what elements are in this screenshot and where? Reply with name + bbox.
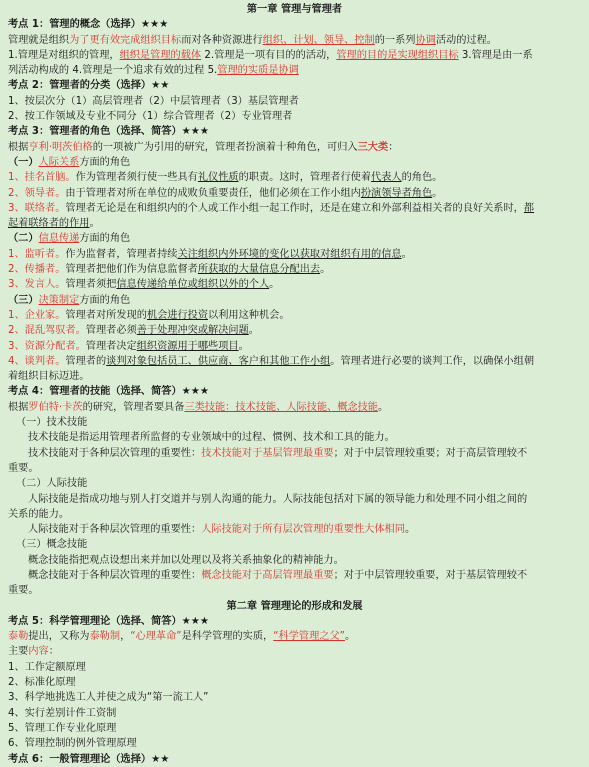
role-2: 2、领导者。由于管理者对所在单位的成败负重要责任，他们必须在工作小组内扮演领导者角色。	[8, 187, 443, 199]
point-6-title: 考点 6：一般管理理论（选择）★★	[8, 753, 170, 765]
role-group-3-heading: （三）决策制定方面的角色	[8, 294, 131, 306]
chapter-1-title: 第一章 管理与管理者	[246, 4, 343, 15]
point-3-intro: 根据亨利·明茨伯格的一项被广为引用的研究，管理者扮演着十种角色，可归入三大类：	[8, 141, 399, 153]
role-3-line-2: 起着联络者的作用。	[8, 218, 100, 230]
list-item: 3、科学地挑选工人并使之成为“第一流工人”	[8, 692, 209, 704]
point-1-definition: 管理就是组织为了更有效完成组织目标而对各种资源进行组织、计划、领导、控制的一系列协调活动的过程。	[8, 34, 497, 46]
role-6: 3、发言人。管理者须把信息传递给单位或组织以外的个人。	[8, 279, 280, 291]
skill-1-heading: （一）技术技能	[16, 417, 88, 429]
point-1-features-line-1: 1.管理是对组织的管理，组织是管理的载体 2.管理是一项有目的的活动，管理的目的是实现组织目标 3.管理是由一系	[8, 49, 533, 61]
role-3-line-1: 3、联络者。管理者无论是在和组织内的个人或工作小组一起工作时，还是在建立和外部利益相关者的良好关系时，都	[8, 202, 535, 214]
skill-2-importance: 人际技能对于各种层次管理的重要性：人际技能对于所有层次管理的重要性大体相同。	[28, 524, 416, 536]
list-item: 1、工作定额原理	[8, 661, 86, 673]
point-3-title: 考点 3：管理者的角色（选择、简答）★★★	[8, 126, 210, 138]
point-5-content-heading: 主要内容：	[8, 646, 59, 658]
role-10-line-2: 着组织目标迈进。	[8, 371, 90, 383]
list-item: 2、标准化原理	[8, 677, 76, 689]
role-5: 2、传播者。管理者把他们作为信息监督者所获取的大量信息分配出去。	[8, 264, 331, 276]
point-4-title: 考点 4：管理者的技能（选择、简答）★★★	[8, 386, 210, 398]
skill-1-importance-line-2: 重要。	[8, 462, 39, 474]
role-4: 1、监听者。作为监督者，管理者持续关注组织内外环境的变化以获取对组织有用的信息。	[8, 248, 412, 260]
skill-2-definition-line-1: 人际技能是指成功地与别人打交道并与别人沟通的能力。人际技能包括对下属的领导能力和处理不同小组之间的	[28, 493, 528, 505]
point-1-title: 考点 1：管理的概念（选择）★★★	[8, 19, 169, 31]
skill-2-heading: （二）人际技能	[16, 478, 88, 490]
role-9: 3、资源分配者。管理者决定组织资源用于哪些项目。	[8, 340, 249, 352]
list-item: 4、实行差别计件工资制	[8, 707, 117, 719]
point-2-title: 考点 2：管理者的分类（选择）★★	[8, 80, 170, 92]
skill-2-definition-line-2: 关系的能力。	[8, 508, 70, 520]
skill-3-heading: （三）概念技能	[16, 539, 88, 551]
point-4-intro: 根据罗伯特·卡茨的研究，管理者要具备三类技能：技术技能、人际技能、概念技能。	[8, 401, 389, 413]
point-2-line-1: 1、按层次分（1）高层管理者（2）中层管理者（3）基层管理者	[8, 95, 299, 107]
role-8: 2、混乱驾驭者。管理者必须善于处理冲突或解决问题。	[8, 325, 259, 337]
point-5-title: 考点 5：科学管理理论（选择、简答）★★★	[8, 615, 210, 627]
role-group-2-heading: （二）信息传递方面的角色	[8, 233, 131, 245]
role-group-1-heading: （一）人际关系方面的角色	[8, 156, 131, 168]
skill-1-importance-line-1: 技术技能对于各种层次管理的重要性：技术技能对于基层管理最重要；对于中层管理较重要；对于高层管理较不	[28, 447, 528, 459]
skill-3-definition: 概念技能指把观点设想出来并加以处理以及将关系抽象化的精神能力。	[28, 554, 344, 566]
role-1: 1、挂名首脑。作为管理者须行使一些具有礼仪性质的职责。这时，管理者行使着代表人的角色。	[8, 172, 443, 184]
role-7: 1、企业家。管理者对所发现的机会进行投资以利用这种机会。	[8, 309, 290, 321]
role-10-line-1: 4、谈判者。管理者的谈判对象包括员工、供应商、客户和其他工作小组。管理者进行必要的谈判工作，以确保小组朝	[8, 355, 535, 367]
point-5-intro: 泰勒提出，又称为泰勒制，“心理革命”是科学管理的实质，“科学管理之父”。	[8, 631, 356, 643]
chapter-2-title: 第二章 管理理论的形成和发展	[226, 600, 363, 612]
point-1-features-line-2: 列活动构成的 4.管理是一个追求有效的过程 5.管理的实质是协调	[8, 65, 299, 77]
skill-1-definition: 技术技能是指运用管理者所监督的专业领域中的过程、惯例、技术和工具的能力。	[28, 432, 395, 444]
list-item: 6、管理控制的例外管理原理	[8, 738, 137, 750]
skill-3-importance-line-2: 重要。	[8, 585, 39, 597]
list-item: 5、管理工作专业化原理	[8, 722, 117, 734]
skill-3-importance-line-1: 概念技能对于各种层次管理的重要性：概念技能对于高层管理最重要；对于中层管理较重要，对于基层管理较不	[28, 569, 528, 581]
point-2-line-2: 2、按工作领域及专业不同分（1）综合管理者（2）专业管理者	[8, 111, 293, 123]
